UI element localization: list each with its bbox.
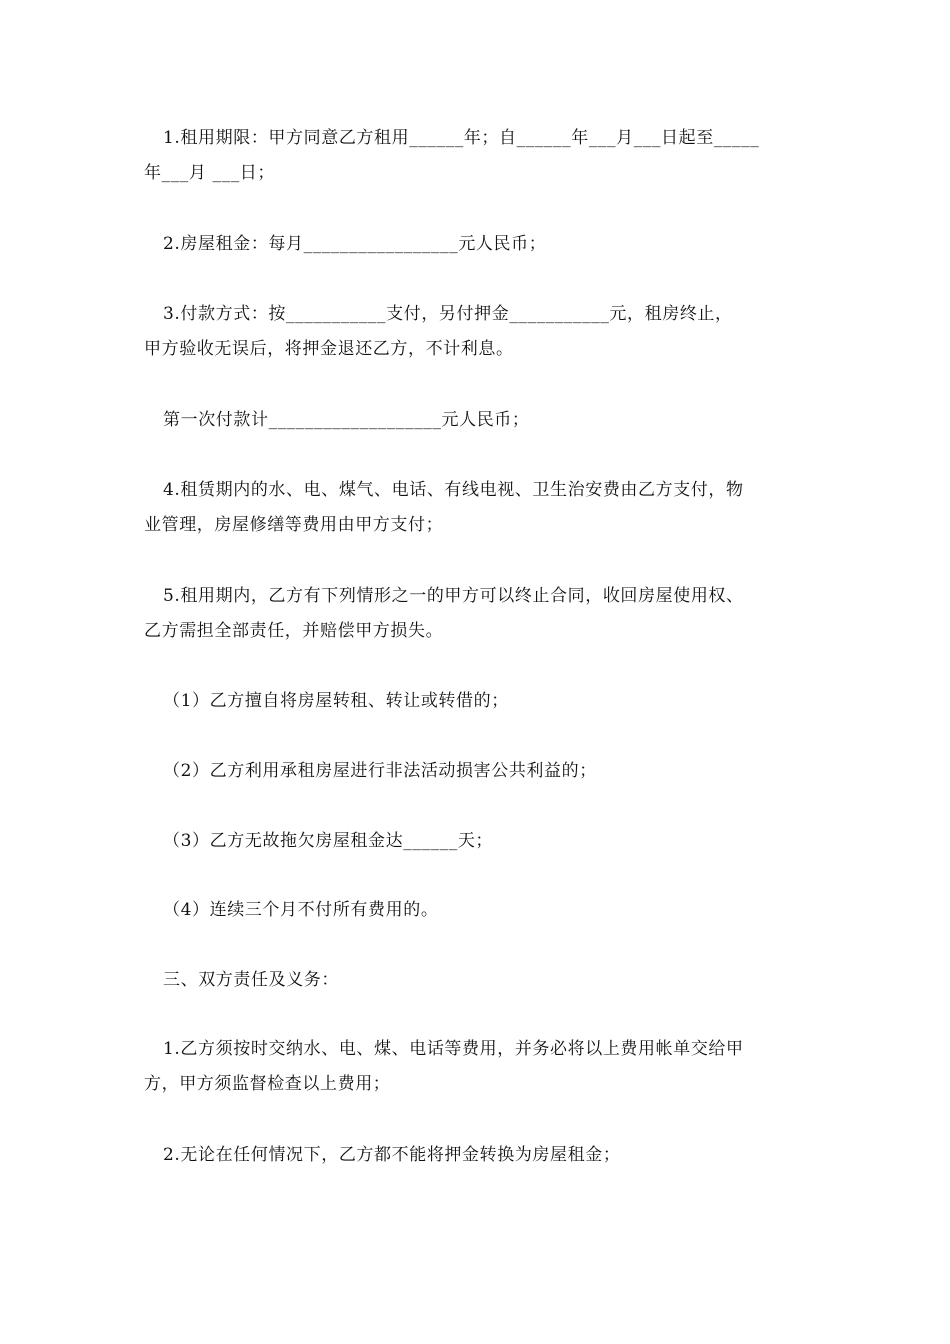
- termination-clause: [144, 579, 816, 649]
- termination-item-2: [144, 754, 816, 789]
- termination-item-2-text: （2）乙方利用承租房屋进行非法活动损害公共利益的；: [163, 761, 597, 781]
- termination-item-1-text: （1）乙方擅自将房屋转租、转让或转借的；: [163, 691, 509, 711]
- termination-item-3: [144, 824, 816, 859]
- payment-method-clause: [144, 297, 816, 367]
- utility-fees-line-1: 4.租赁期内的水、电、煤气、电话、有线电视、卫生治安费由乙方支付，物: [163, 480, 744, 500]
- payment-method-line-1: 3.付款方式：按___________支付，另付押金___________元，租房终止，: [163, 304, 733, 324]
- responsibility-clause-2: [144, 1138, 816, 1173]
- termination-line-2: 乙方需担全部责任，并赔偿甲方损失。: [144, 621, 444, 641]
- first-payment-clause: [144, 403, 816, 438]
- lease-term-line-2: 年___月 ___日；: [144, 163, 276, 183]
- termination-line-1: 5.租用期内，乙方有下列情形之一的甲方可以终止合同，收回房屋使用权、: [163, 586, 744, 606]
- utility-fees-line-2: 业管理，房屋修缮等费用由甲方支付；: [144, 515, 444, 535]
- termination-item-4-text: （4）连续三个月不付所有费用的。: [163, 900, 439, 920]
- responsibility-1-line-1: 1.乙方须按时交纳水、电、煤、电话等费用，并务必将以上费用帐单交给甲: [163, 1039, 744, 1059]
- responsibility-1-line-2: 方，甲方须监督检查以上费用；: [144, 1074, 391, 1094]
- responsibility-2-line: 2.无论在任何情况下，乙方都不能将押金转换为房屋租金；: [163, 1145, 621, 1165]
- section-heading-responsibilities: [144, 963, 816, 998]
- termination-item-1: [144, 684, 816, 719]
- section-heading-text: 三、双方责任及义务：: [163, 970, 339, 990]
- termination-item-3-text: （3）乙方无故拖欠房屋租金达______天；: [163, 831, 494, 851]
- rent-line: 2.房屋租金：每月_________________元人民币；: [163, 234, 547, 254]
- responsibility-clause-1: [144, 1032, 816, 1102]
- termination-item-4: [144, 893, 816, 928]
- first-payment-line: 第一次付款计___________________元人民币；: [163, 410, 530, 430]
- rent-clause: [144, 227, 816, 262]
- utility-fees-clause: [144, 473, 816, 543]
- payment-method-line-2: 甲方验收无误后，将押金退还乙方，不计利息。: [144, 339, 514, 359]
- lease-term-clause: [144, 121, 816, 191]
- lease-term-line-1: 1.租用期限：甲方同意乙方租用______年；自______年___月___日起至_____: [163, 128, 760, 148]
